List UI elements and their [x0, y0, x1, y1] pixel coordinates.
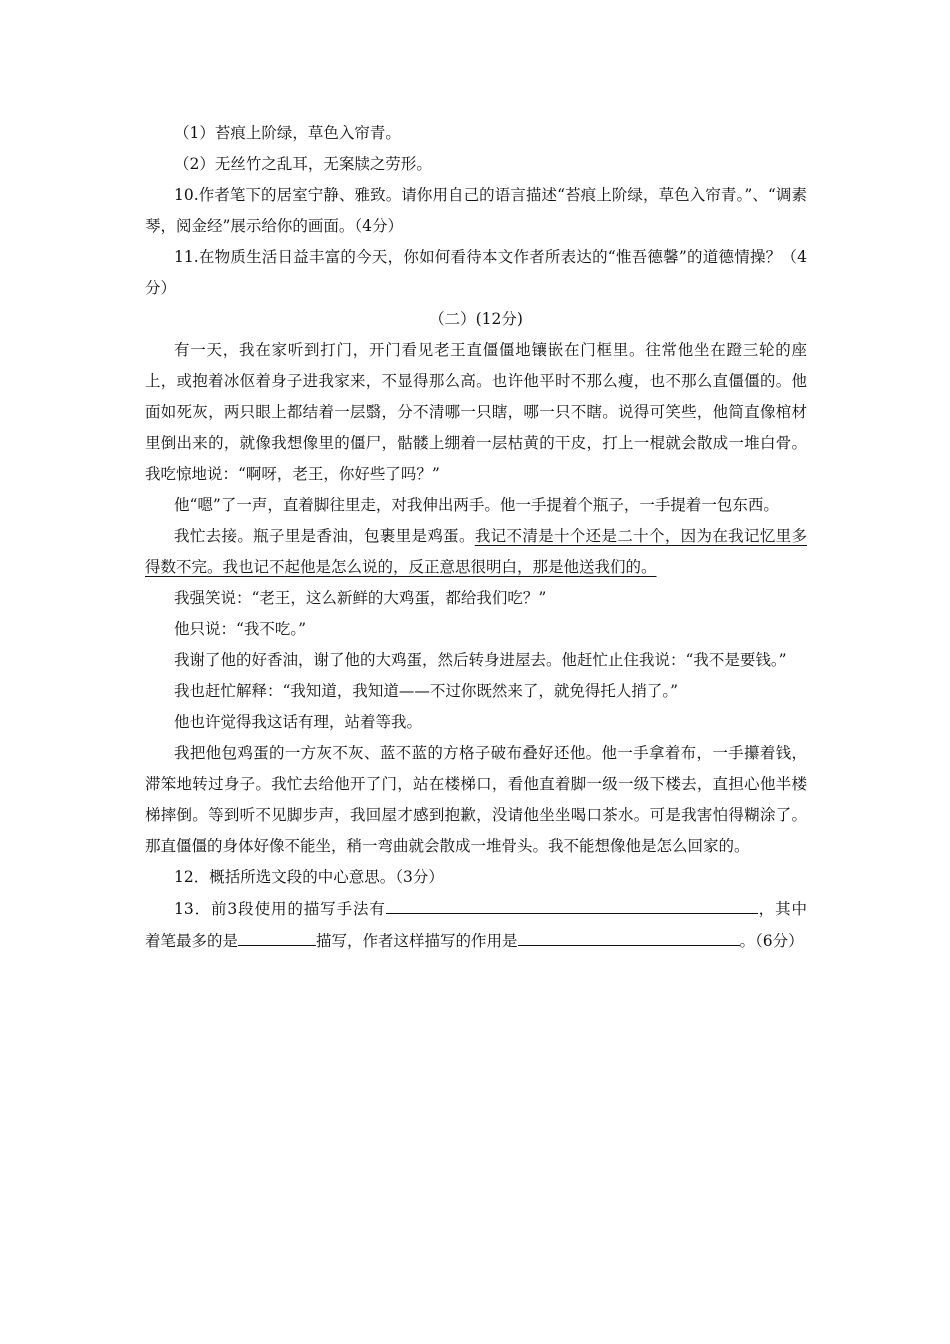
question-13-part-a: 13．前3段使用的描写手法有 [174, 900, 386, 918]
passage-paragraph-6: 我谢了他的好香油，谢了他的大鸡蛋，然后转身进屋去。他赶忙止住我说：“我不是要钱。” [174, 651, 787, 669]
passage-paragraph-9: 我把他包鸡蛋的一方灰不灰、蓝不蓝的方格子破布叠好还他。他一手拿着布，一手攥着钱，滞笨地转过身子。我忙去给他开了门，站在楼梯口，看他直着脚一级一级下楼去，直担心他半楼梯摔倒。等到听不见脚步声，我回屋才感到抱歉，没请他坐坐喝口茶水。可是我害怕得糊涂了。那直僵僵的身体好像不能坐，稍一弯曲就会散成一堆骨头。我不能想像他是怎么回家的。 [145, 744, 807, 855]
answer-blank-effect[interactable] [518, 925, 740, 946]
question-10: 10.作者笔下的居室宁静、雅致。请你用自己的语言描述“苔痕上阶绿，草色入帘青。”、“调素琴，阅金经”展示给你的画面。（4分） [145, 186, 807, 235]
question-11: 11.在物质生活日益丰富的今天，你如何看待本文作者所表达的“惟吾德馨”的道德情操？（4分） [145, 248, 807, 297]
passage-paragraph-1: 有一天，我在家听到打门，开门看见老王直僵僵地镶嵌在门框里。往常他坐在蹬三轮的座上，或抱着冰伛着身子进我家来，不显得那么高。也许他平时不那么瘦，也不那么直僵僵的。他面如死灰，两只眼上都结着一层翳，分不清哪一只瞎，哪一只不瞎。说得可笑些，他简直像棺材里倒出来的，就像我想像里的僵尸，骷髅上绷着一层枯黄的干皮，打上一棍就会散成一堆白骨。我吃惊地说：“啊呀，老王，你好些了吗？” [145, 341, 807, 483]
paragraph-3-text: 我忙去接。瓶子里是香油，包裹里是鸡蛋。 [174, 527, 475, 545]
passage-paragraph-4: 我强笑说：“老王，这么新鲜的大鸡蛋，都给我们吃？” [174, 589, 547, 607]
passage-paragraph-5: 他只说：“我不吃。” [174, 620, 307, 638]
underlined-sentence: 我记不清是十个还是二十个，因为在我记忆里多得数不完。我也记不起他是怎么说的，反正意思很明白，那是他送我们的。 [145, 527, 807, 576]
question-12: 12．概括所选文段的中心意思。（3分） [174, 868, 444, 886]
passage-paragraph-2: 他“嗯”了一声，直着脚往里走，对我伸出两手。他一手提着个瓶子，一手提着一包东西。 [174, 496, 779, 514]
question-13-part-d: 。（6分） [739, 932, 804, 950]
question-13-part-b: ，其中着笔最多的是 [145, 900, 807, 950]
section-title: （二）(12分) [429, 310, 523, 328]
quote-line-1: （1）苔痕上阶绿，草色入帘青。 [174, 124, 401, 142]
passage-paragraph-8: 他也许觉得我这话有理，站着等我。 [174, 713, 423, 731]
passage-paragraph-7: 我也赶忙解释：“我知道，我知道——不过你既然来了，就免得托人捎了。” [174, 682, 679, 700]
question-13-part-c: 描写，作者这样描写的作用是 [316, 932, 518, 950]
exam-page [145, 118, 807, 957]
quote-line-2: （2）无丝竹之乱耳，无案牍之劳形。 [174, 155, 432, 173]
answer-blank-methods[interactable] [386, 893, 758, 914]
answer-blank-main-method[interactable] [238, 925, 316, 946]
passage-paragraph-3 [145, 521, 807, 583]
question-13 [145, 893, 807, 957]
